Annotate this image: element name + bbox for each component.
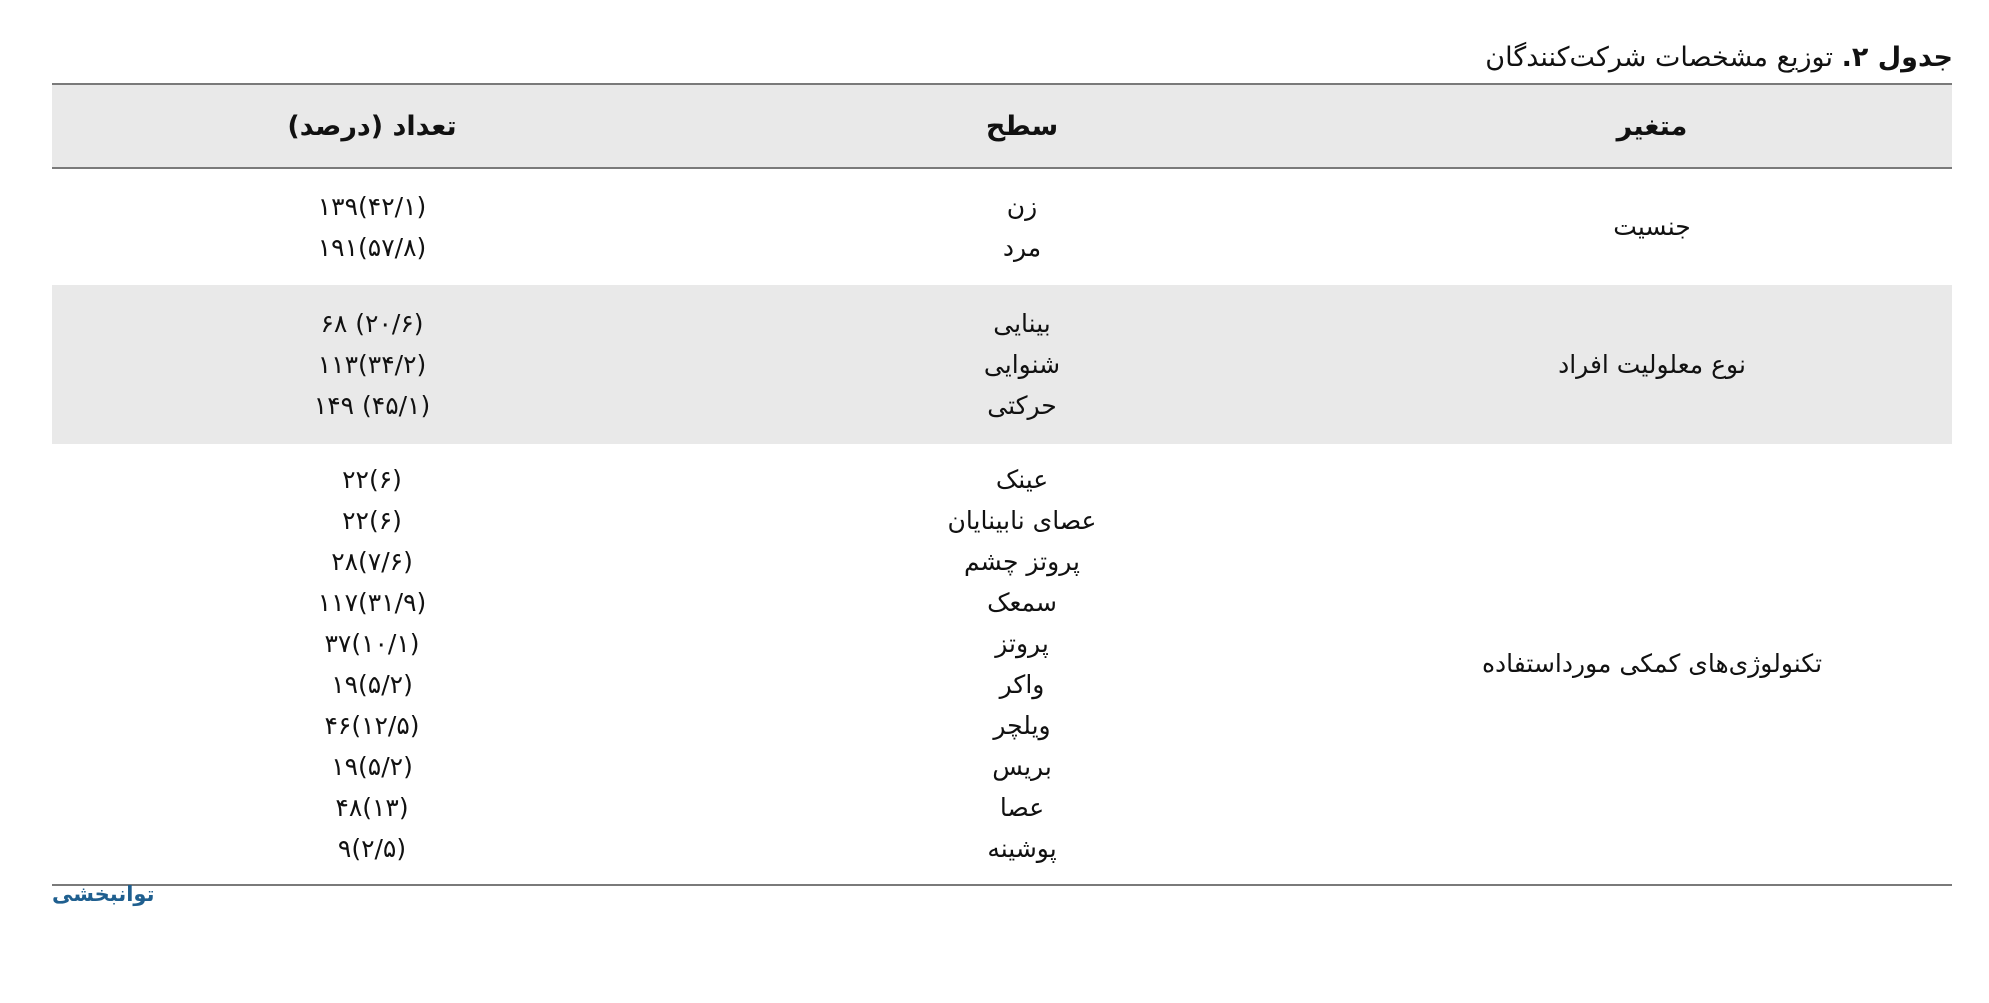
count-item: ۱۱۳(۳۴/۲)	[317, 350, 427, 379]
level-item: بینایی	[993, 309, 1051, 338]
level-list	[692, 459, 1352, 869]
count-cell	[52, 285, 692, 444]
variable-cell	[1352, 444, 1952, 885]
count-item: ۲۲(۶)	[342, 506, 402, 535]
table-row-assistive-tech	[52, 444, 1952, 885]
count-item: ۲۲(۶)	[342, 465, 402, 494]
count-item: ۳۷(۱۰/۱)	[324, 629, 420, 658]
header-row	[52, 84, 1952, 168]
count-item: ۱۹(۵/۲)	[331, 670, 413, 699]
header-count: تعداد (درصد)	[52, 84, 692, 168]
count-item: ۴۶(۱۲/۵)	[324, 711, 420, 740]
level-item: عینک	[995, 465, 1049, 494]
level-item: عصای نابینایان	[947, 506, 1097, 535]
table-row-gender	[52, 168, 1952, 285]
participants-table	[52, 83, 1952, 886]
header-variable: متغیر	[1352, 84, 1952, 168]
count-cell	[52, 444, 692, 885]
level-cell	[692, 444, 1352, 885]
journal-logo: توانبخشی	[52, 882, 155, 906]
level-item: پروتز	[995, 629, 1049, 658]
count-cell	[52, 168, 692, 285]
count-list	[52, 303, 692, 426]
level-item: حرکتی	[987, 391, 1057, 420]
level-item: زن	[1006, 192, 1038, 221]
level-item: سمعک	[987, 588, 1057, 617]
level-item: بریس	[992, 752, 1052, 781]
count-item: ۱۴۹ (۴۵/۱)	[313, 391, 431, 420]
level-item: واکر	[999, 670, 1045, 699]
count-item: ۱۱۷(۳۱/۹)	[317, 588, 427, 617]
level-item: ویلچر	[993, 711, 1051, 740]
caption-label: جدول ۲.	[1841, 42, 1953, 73]
variable-cell	[1352, 285, 1952, 444]
level-list	[692, 186, 1352, 268]
level-item: عصا	[999, 793, 1045, 822]
level-item: پروتز چشم	[964, 547, 1080, 576]
variable-cell	[1352, 168, 1952, 285]
table-caption	[1485, 38, 1953, 78]
count-item: ۲۸(۷/۶)	[331, 547, 413, 576]
level-item: مرد	[1002, 233, 1042, 262]
caption-text: توزیع مشخصات شرکت‌کنندگان	[1485, 42, 1842, 73]
count-list	[52, 459, 692, 869]
variable-name: جنسیت	[1613, 212, 1691, 241]
count-item: ۶۸ (۲۰/۶)	[320, 309, 424, 338]
count-item: ۹(۲/۵)	[337, 834, 407, 863]
count-item: ۱۹(۵/۲)	[331, 752, 413, 781]
count-list	[52, 186, 692, 268]
level-item: پوشینه	[987, 834, 1057, 863]
variable-name: نوع معلولیت افراد	[1558, 349, 1746, 379]
count-item: ۱۹۱(۵۷/۸)	[317, 233, 427, 262]
count-item: ۴۸(۱۳)	[335, 793, 409, 822]
variable-name: تکنولوژی‌های کمکی مورداستفاده	[1481, 649, 1823, 678]
level-cell	[692, 168, 1352, 285]
level-cell	[692, 285, 1352, 444]
level-item: شنوایی	[983, 350, 1061, 379]
count-item: ۱۳۹(۴۲/۱)	[317, 192, 427, 221]
header-level: سطح	[692, 84, 1352, 168]
level-list	[692, 303, 1352, 426]
table-row-disability	[52, 285, 1952, 444]
